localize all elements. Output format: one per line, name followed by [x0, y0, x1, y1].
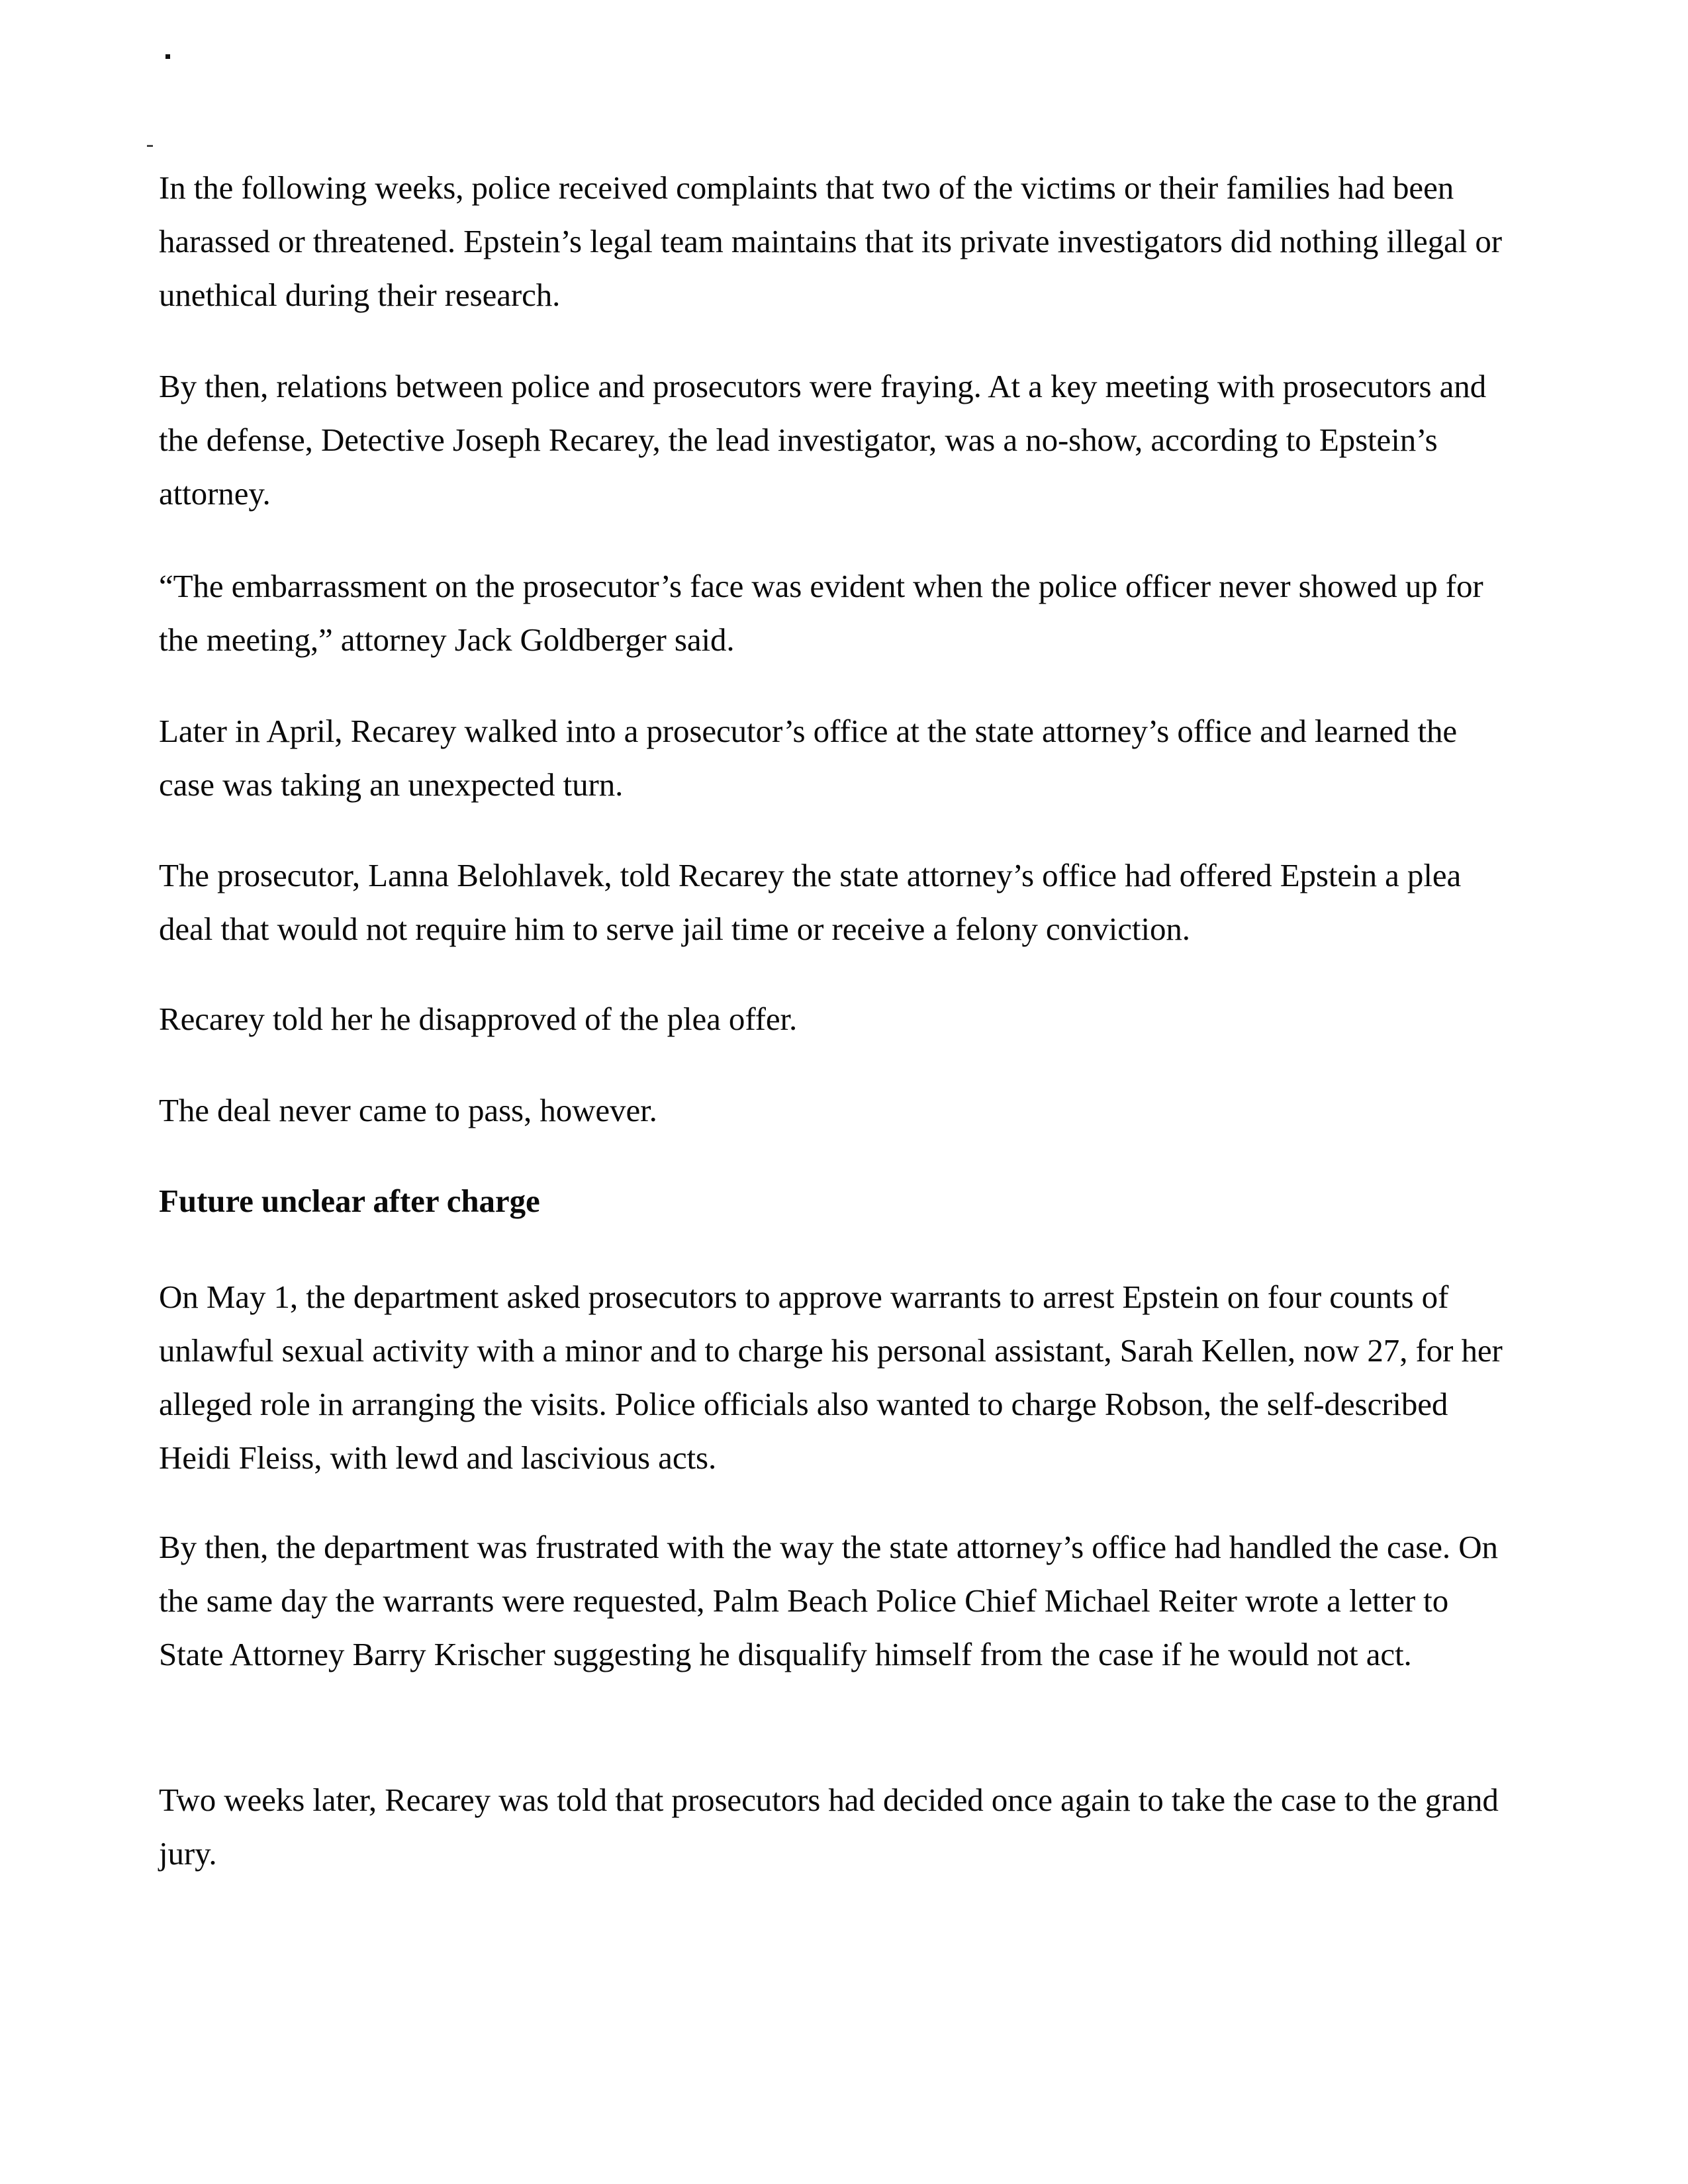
paragraph-deal-never: The deal never came to pass, however. — [159, 1092, 657, 1128]
paragraph-disapproved: Recarey told her he disapproved of the plea offer. — [159, 1001, 798, 1037]
paragraph-later-in-april: Later in April, Recarey walked into a prosecutor’s office at the state attorney’s office and learned the case was taking an unexpected turn. — [159, 713, 1458, 803]
paragraph-may-warrants: On May 1, the department asked prosecutors to approve warrants to arrest Epstein on four counts of unlawful sexual activity with a minor and to charge his personal assistant, Sarah Kellen, now 27, for her alleged role in arranging the visits. Police officials also wanted to charge Robson, the self-described Heidi Fleiss, with lewd and lascivious acts. — [159, 1279, 1503, 1476]
paragraph-grand-jury: Two weeks later, Recarey was told that prosecutors had decided once again to take the case to the grand jury. — [159, 1782, 1499, 1872]
scan-speck — [147, 145, 153, 147]
paragraph-reiter-letter: By then, the department was frustrated with the way the state attorney’s office had handled the case. On the same day the warrants were requested, Palm Beach Police Chief Michael Reiter wrote a letter to State Attorney Barry Krischer suggesting he disqualify himself from the case if he would not act. — [159, 1529, 1498, 1672]
scan-speck — [165, 54, 170, 59]
paragraph-plea-deal: The prosecutor, Lanna Belohlavek, told Recarey the state attorney’s office had offered Epstein a plea deal that would not require him to serve jail time or receive a felony conviction. — [159, 857, 1462, 947]
paragraph-relations-fraying: By then, relations between police and prosecutors were fraying. At a key meeting with prosecutors and the defense, Detective Joseph Recarey, the lead investigator, was a no-show, according to Epstein’s attorney. — [159, 368, 1487, 512]
section-heading: Future unclear after charge — [159, 1183, 540, 1219]
paragraph-victims-harassed: In the following weeks, police received complaints that two of the victims or their families had been harassed or threatened. Epstein’s legal team maintains that its private investigators did nothing illegal or unethical during their research. — [159, 169, 1502, 313]
paragraph-goldberger-quote: “The embarrassment on the prosecutor’s face was evident when the police officer never showed up for the meeting,” attorney Jack Goldberger said. — [159, 568, 1483, 658]
